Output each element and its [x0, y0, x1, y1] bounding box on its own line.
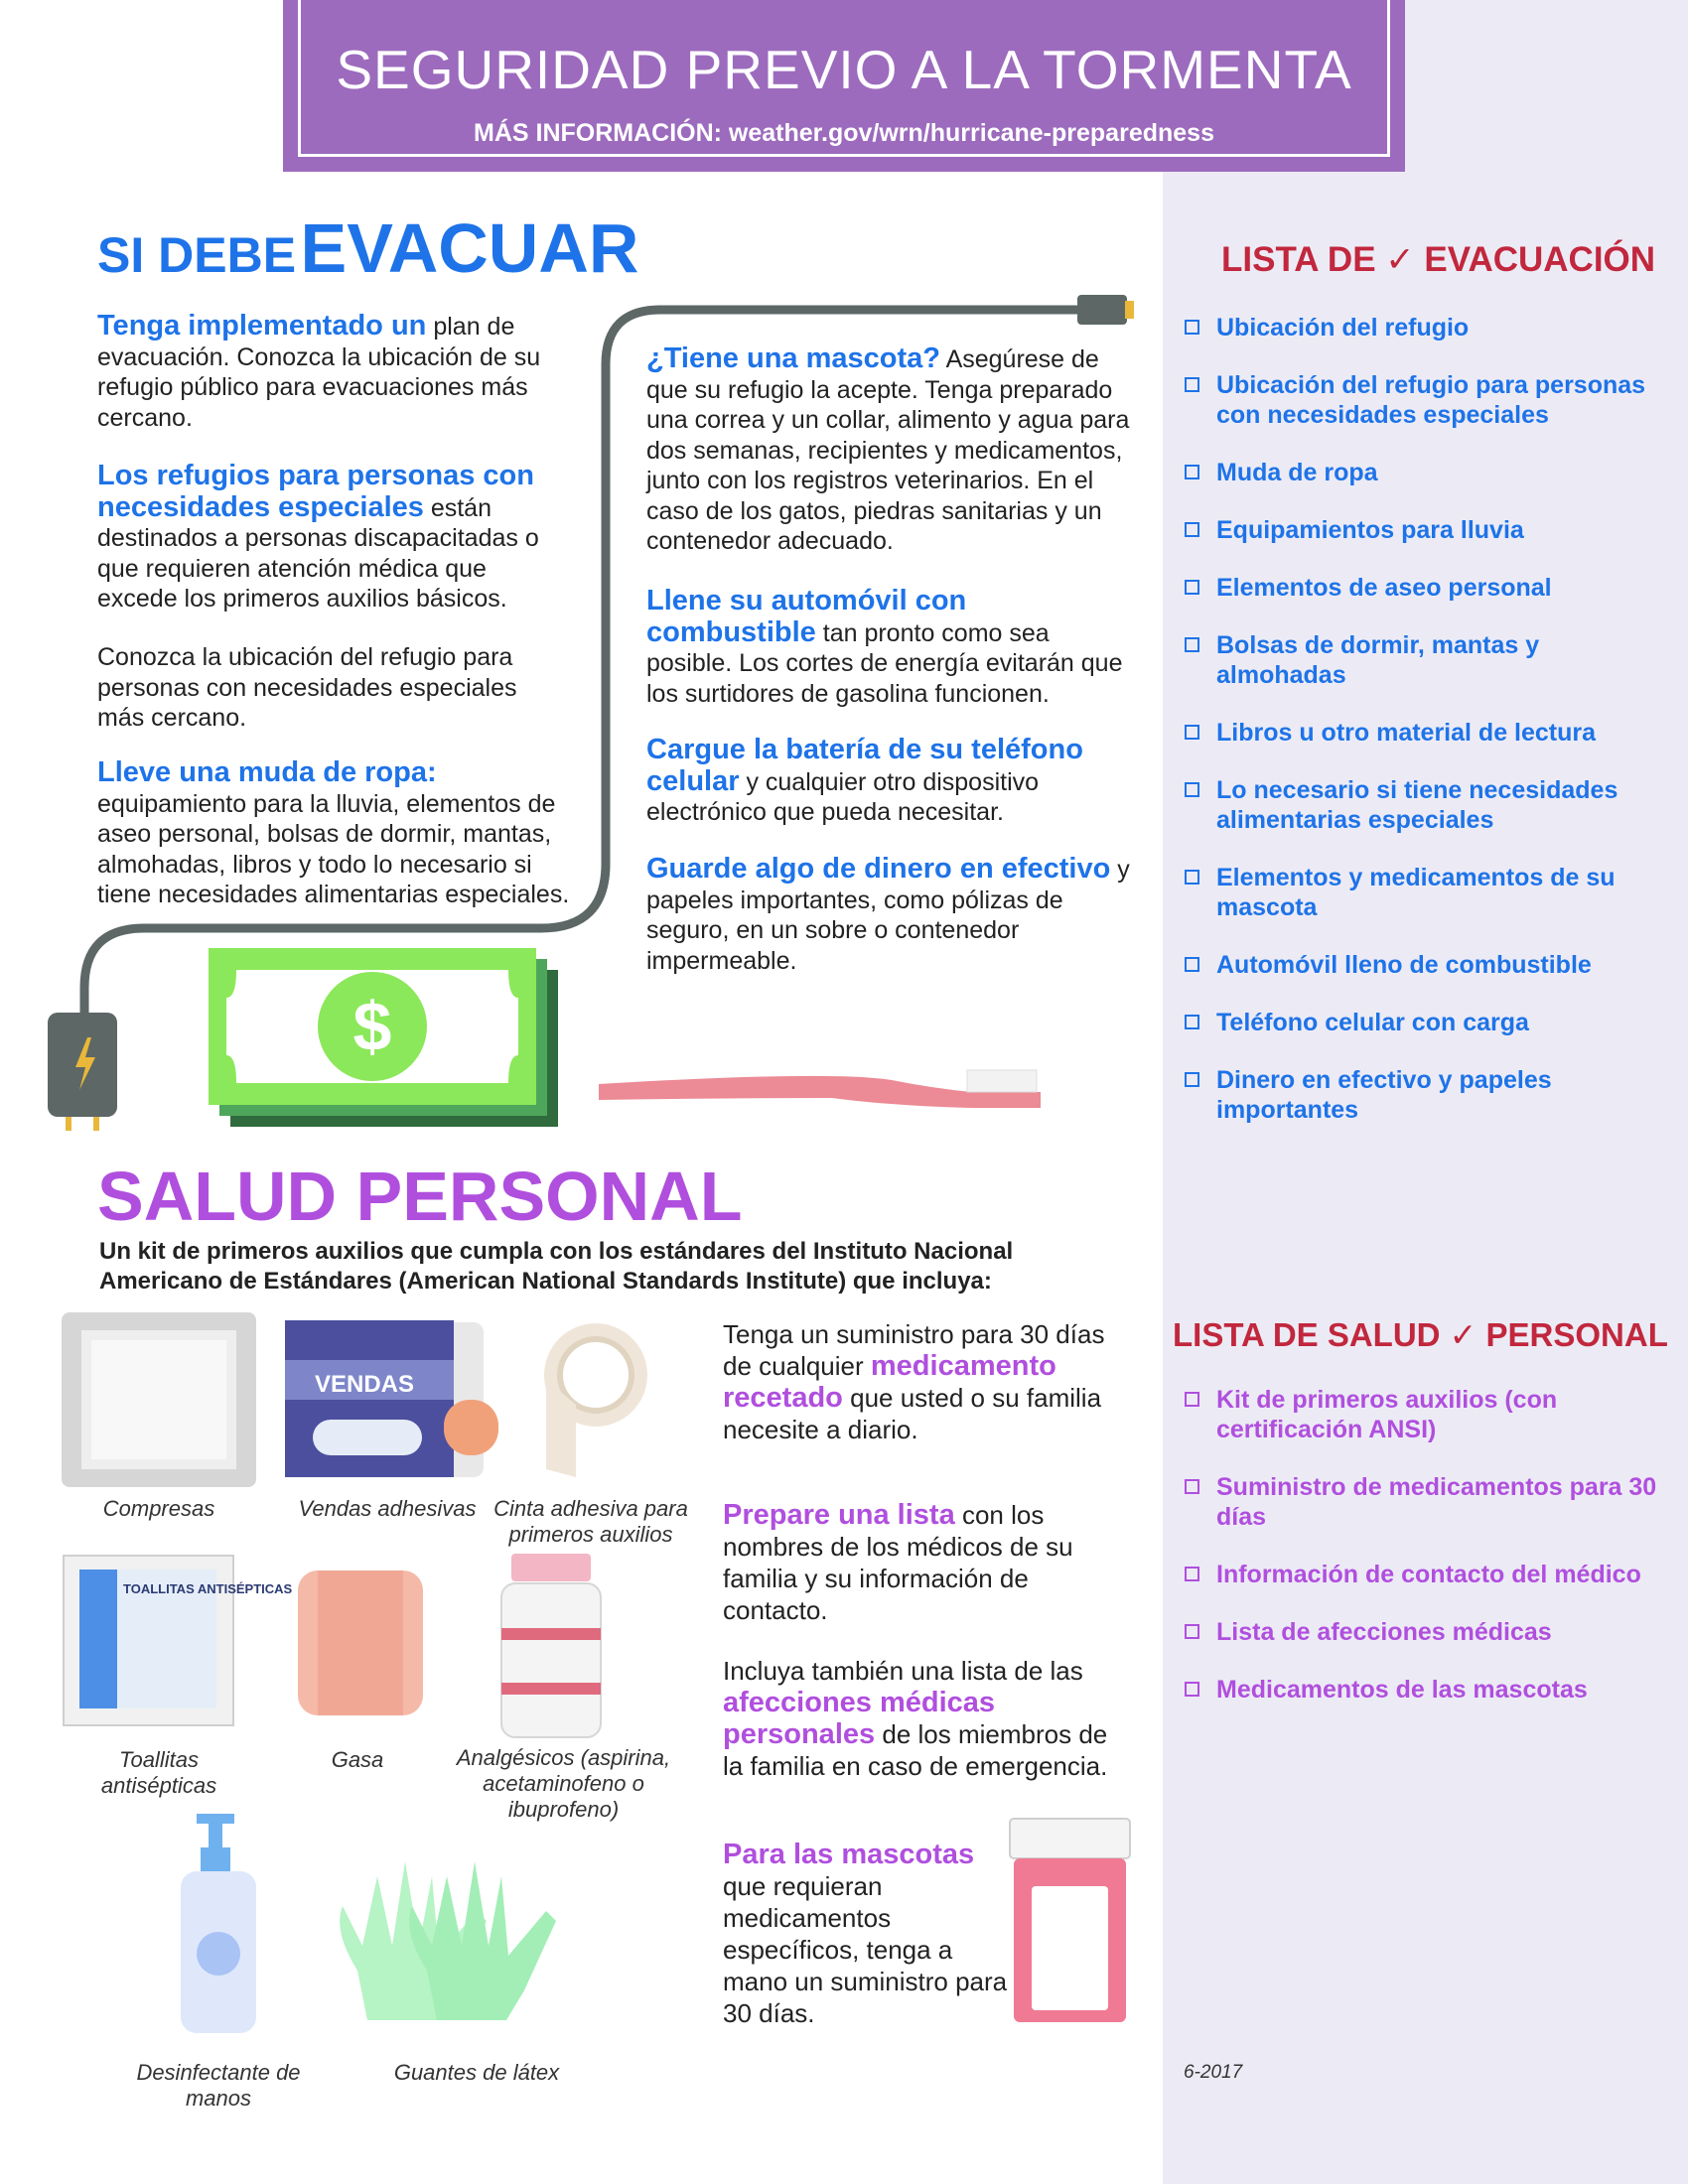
antiseptic-wipes-illustration: [62, 1554, 293, 1727]
first-aid-kit-intro: Un kit de primeros auxilios que cumpla con los estándares del Instituto Nacional Americano de Estándares (American National Standards Institute) que incluya:: [99, 1238, 1014, 1295]
page-title: SEGURIDAD PREVIO A LA TORMENTA: [336, 39, 1352, 100]
evacuate-heading-big: EVACUAR: [300, 209, 639, 287]
pet-medication-paragraph: Para las mascotas que requieran medicamentos específicos, tenga a mano un suministro para 30 días.: [723, 1839, 1008, 2028]
checkmark-icon: ✓: [1385, 240, 1415, 279]
pain-reliever-bottle-illustration: [501, 1554, 601, 1737]
medical-conditions-paragraph: Incluya también una lista de las afecciones médicas personales de los miembros de la familia en caso de emergencia.: [723, 1656, 1108, 1781]
checklist-item[interactable]: Bolsas de dormir, mantas y almohadas: [1185, 630, 1584, 690]
personal-health-heading: SALUD PERSONAL: [97, 1158, 743, 1235]
caption-compresas: Compresas: [102, 1496, 215, 1521]
toothbrush-illustration: [594, 1062, 1051, 1122]
hand-sanitizer-illustration: [179, 1812, 263, 2035]
checkbox-icon: [1185, 725, 1199, 740]
wipes-package-label: TOALLITAS ANTISÉPTICAS: [123, 1581, 293, 1596]
evac-checklist-title: LISTA DE ✓ EVACUACIÓN: [1221, 240, 1656, 279]
tape-roll-illustration: [541, 1320, 650, 1479]
footer-date: 6-2017: [1184, 2062, 1243, 2083]
checkbox-icon: [1185, 957, 1199, 972]
usb-tip: [1125, 301, 1134, 319]
phone-charge-paragraph: Cargue la batería de su teléfono celular y cualquier otro dispositivo electrónico que pueda necesitar.: [646, 734, 1083, 826]
plug-prong-right: [93, 1117, 99, 1131]
plug-prong-left: [66, 1117, 71, 1131]
usb-plug: [1077, 295, 1127, 325]
gauze-illustration: [296, 1569, 425, 1717]
change-of-clothes-paragraph: Lleve una muda de ropa: equipamiento para la lluvia, elementos de aseo personal, bolsas de dormir, mantas, almohadas, libros y todo lo necesario si tiene necesidades alimentarias especiales.: [97, 756, 570, 908]
checkbox-icon: [1185, 870, 1199, 885]
caption-gasa: Gasa: [331, 1747, 384, 1772]
checklist-item[interactable]: Medicamentos de las mascotas: [1185, 1675, 1671, 1705]
evac-checklist: [1185, 313, 1671, 1125]
checklist-item[interactable]: Elementos de aseo personal: [1185, 573, 1671, 603]
checkbox-icon: [1185, 1392, 1199, 1407]
checkbox-icon: [1185, 1015, 1199, 1029]
caption-desinfectante: Desinfectante de manos: [136, 2060, 301, 2111]
checklist-item[interactable]: Lista de afecciones médicas: [1185, 1617, 1671, 1647]
checklist-item[interactable]: Muda de ropa: [1185, 458, 1671, 487]
checklist-item[interactable]: Lo necesario si tiene necesidades alimentarias especiales: [1185, 775, 1653, 835]
caption-cinta: Cinta adhesiva para primeros auxilios: [493, 1496, 688, 1547]
checkbox-icon: [1185, 1479, 1199, 1494]
prescription-paragraph: Tenga un suministro para 30 días de cualquier medicamento recetado que usted o su familia necesite a diario.: [723, 1319, 1105, 1444]
bandage-box-illustration: [285, 1320, 513, 1479]
caption-guantes: Guantes de látex: [393, 2060, 560, 2085]
fuel-paragraph: Llene su automóvil con combustible tan pronto como sea posible. Los cortes de energía evitarán que los surtidores de gasolina funcionen.: [646, 585, 1123, 708]
caption-analgesicos: Analgésicos (aspirina, acetaminofeno o ibuprofeno): [456, 1745, 671, 1822]
checklist-item[interactable]: Información de contacto del médico: [1185, 1560, 1671, 1589]
checklist-item[interactable]: Equipamientos para lluvia: [1185, 515, 1671, 545]
caption-vendas: Vendas adhesivas: [298, 1496, 477, 1521]
checkmark-icon: ✓: [1449, 1316, 1477, 1353]
caption-toallitas: Toallitas antisépticas: [100, 1747, 217, 1798]
checkbox-icon: [1185, 580, 1199, 595]
checkbox-icon: [1185, 1682, 1199, 1697]
evac-plan-paragraph: Tenga implementado un plan de evacuación. Conozca la ubicación de su refugio público para evacuaciones más cercano.: [97, 310, 541, 432]
health-checklist-title: LISTA DE SALUD ✓ PERSONAL: [1173, 1316, 1668, 1353]
checkbox-icon: [1185, 465, 1199, 479]
money-illustration: [209, 948, 566, 1132]
checklist-item[interactable]: Ubicación del refugio: [1185, 313, 1671, 342]
more-info-link[interactable]: MÁS INFORMACIÓN: weather.gov/wrn/hurricane-preparedness: [474, 119, 1214, 147]
checkbox-icon: [1185, 320, 1199, 335]
checkbox-icon: [1185, 377, 1199, 392]
checkbox-icon: [1185, 522, 1199, 537]
checkbox-icon: [1185, 637, 1199, 652]
checklist-item[interactable]: Ubicación del refugio para personas con necesidades especiales: [1185, 370, 1671, 430]
checklist-item[interactable]: Elementos y medicamentos de su mascota: [1185, 863, 1623, 922]
pill-bottle-illustration: [1008, 1817, 1132, 2030]
health-checklist: [1185, 1385, 1671, 1705]
checklist-item[interactable]: Teléfono celular con carga: [1185, 1008, 1671, 1037]
bandage-box-label: VENDAS: [314, 1371, 415, 1398]
dollar-sign-icon: $: [352, 988, 392, 1065]
checklist-item[interactable]: Dinero en efectivo y papeles importantes: [1185, 1065, 1614, 1125]
evacuate-heading-small: SI DEBE: [97, 227, 297, 283]
evacuate-heading: [97, 208, 638, 288]
special-shelter-location-paragraph: Conozca la ubicación del refugio para personas con necesidades especiales más cercano.: [97, 643, 517, 732]
special-shelter-paragraph: Los refugios para personas con necesidades especiales están destinados a personas discapacitadas o que requieren atención médica que excede los primeros auxilios básicos.: [97, 460, 539, 613]
checkbox-icon: [1185, 1072, 1199, 1087]
checkbox-icon: [1185, 1567, 1199, 1581]
pet-paragraph: ¿Tiene una mascota? Asegúrese de que su refugio la acepte. Tenga preparado una correa y un collar, alimento y agua para dos semanas, recipientes y medicamentos, junto con los registros veterinarios. En el caso de los gatos, piedras sanitarias y un contenedor adecuado.: [646, 342, 1130, 555]
checklist-item[interactable]: Automóvil lleno de combustible: [1185, 950, 1671, 980]
checklist-item[interactable]: Suministro de medicamentos para 30 días: [1185, 1472, 1683, 1532]
cash-paragraph: Guarde algo de dinero en efectivo y papeles importantes, como pólizas de seguro, en un sobre o contenedor impermeable.: [646, 853, 1130, 975]
compress-illustration: [60, 1310, 258, 1489]
doctor-list-paragraph: Prepare una lista con los nombres de los médicos de su familia y su información de contacto.: [723, 1499, 1073, 1625]
checklist-item[interactable]: Libros u otro material de lectura: [1185, 718, 1671, 748]
checkbox-icon: [1185, 1624, 1199, 1639]
latex-gloves-illustration: [328, 1851, 581, 2030]
checklist-item[interactable]: Kit de primeros auxilios (con certificación ANSI): [1185, 1385, 1614, 1444]
checkbox-icon: [1185, 782, 1199, 797]
